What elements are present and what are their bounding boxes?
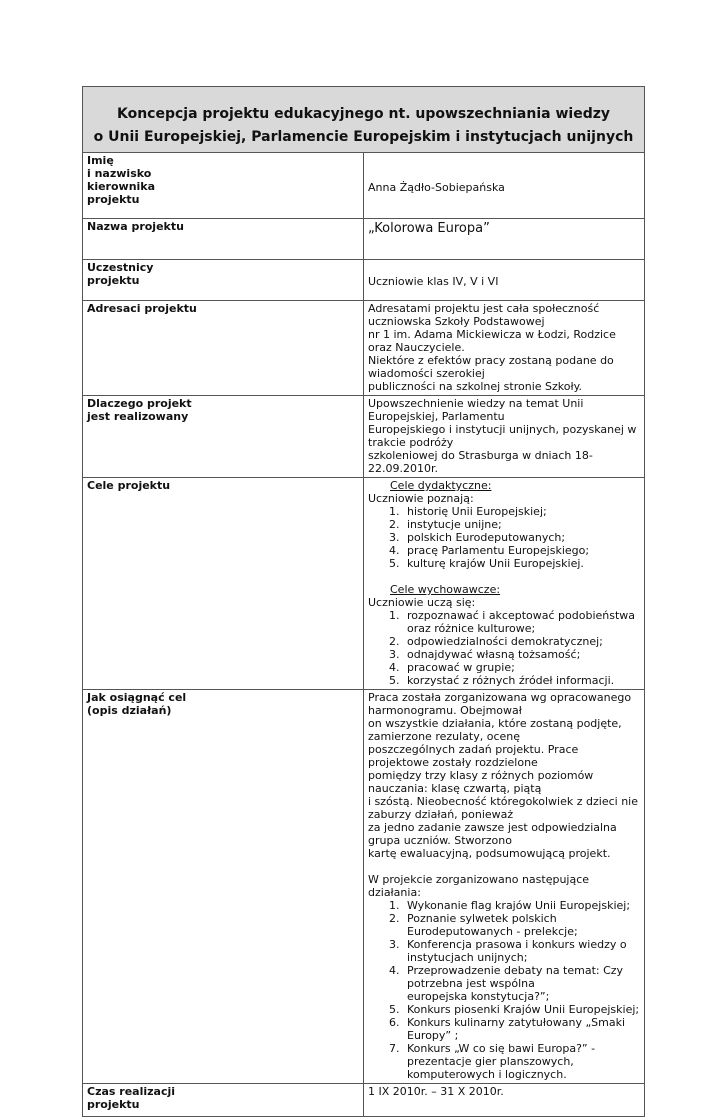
list-item: 5. Konkurs piosenki Krajów Unii Europejskiej; xyxy=(403,1003,640,1016)
list-item: 1. historię Unii Europejskiej; xyxy=(403,505,640,518)
value-jak xyxy=(364,690,645,1084)
row-jak xyxy=(83,690,645,1084)
project-table xyxy=(82,86,645,1117)
value-nazwa: „Kolorowa Europa” xyxy=(364,219,645,260)
value-czas: 1 IX 2010r. – 31 X 2010r. xyxy=(364,1084,645,1117)
list-item: 3. polskich Eurodeputowanych; xyxy=(403,531,640,544)
list-item: 1. rozpoznawać i akceptować podobieństwa oraz różnice kulturowe; xyxy=(403,609,640,635)
label-adresaci: Adresaci projektu xyxy=(83,301,364,396)
jak-list xyxy=(368,899,640,1081)
label-cele: Cele projektu xyxy=(83,478,364,690)
row-nazwa xyxy=(83,219,645,260)
cele-dydaktyczne-list xyxy=(368,505,640,570)
row-uczestnicy xyxy=(83,260,645,301)
list-item: 4. pracę Parlamentu Europejskiego; xyxy=(403,544,640,557)
cele-wychowawcze-list xyxy=(368,609,640,687)
cele-wychowawcze-heading: Cele wychowawcze: xyxy=(390,583,501,596)
list-item: 4. Przeprowadzenie debaty na temat: Czy potrzebna jest wspólna europejska konstytucja?”; xyxy=(403,964,640,1003)
row-dlaczego xyxy=(83,396,645,478)
title-line-1: Koncepcja projektu edukacyjnego nt. upowszechniania wiedzy xyxy=(116,106,610,122)
cele-dydaktyczne-intro: Uczniowie poznają: xyxy=(368,492,474,505)
row-adresaci xyxy=(83,301,645,396)
label-uczestnicy: Uczestnicy projektu xyxy=(83,260,364,301)
label-jak: Jak osiągnąć cel (opis działań) xyxy=(83,690,364,1084)
list-item: 3. odnajdywać własną tożsamość; xyxy=(403,648,640,661)
row-cele xyxy=(83,478,645,690)
jak-intro: W projekcie zorganizowano następujące działania: xyxy=(368,873,590,899)
title-row xyxy=(83,87,645,153)
list-item: 6. Konkurs kulinarny zatytułowany „Smaki Europy” ; xyxy=(403,1016,640,1042)
list-item: 2. instytucje unijne; xyxy=(403,518,640,531)
label-kierownik: Imię i nazwisko kierownika projektu xyxy=(83,153,364,219)
list-item: 2. odpowiedzialności demokratycznej; xyxy=(403,635,640,648)
label-czas: Czas realizacji projektu xyxy=(83,1084,364,1117)
label-dlaczego: Dlaczego projekt jest realizowany xyxy=(83,396,364,478)
document-title xyxy=(83,87,645,153)
list-item: 1. Wykonanie flag krajów Unii Europejskiej; xyxy=(403,899,640,912)
value-cele xyxy=(364,478,645,690)
list-item: 3. Konferencja prasowa i konkurs wiedzy o instytucjach unijnych; xyxy=(403,938,640,964)
cele-wychowawcze-intro: Uczniowie uczą się: xyxy=(368,596,476,609)
list-item: 5. korzystać z różnych źródeł informacji. xyxy=(403,674,640,687)
value-dlaczego: Upowszechnienie wiedzy na temat Unii Europejskiej, Parlamentu Europejskiego i instytucji unijnych, pozyskanej w trakcie podróży szkoleniowej do Strasburga w dniach 18-22.09.2010r. xyxy=(364,396,645,478)
title-line-2: o Unii Europejskiej, Parlamencie Europejskim i instytucjach unijnych xyxy=(93,129,634,145)
value-kierownik: Anna Żądło-Sobiepańska xyxy=(364,153,645,219)
label-nazwa: Nazwa projektu xyxy=(83,219,364,260)
jak-paragraph: Praca została zorganizowana wg opracowanego harmonogramu. Obejmował on wszystkie działania, które zostaną podjęte, zamierzone rezulaty, ocenę poszczególnych zadań projektu. Prace projektowe zostały rozdzielone pomiędzy trzy klasy z różnych poziomów nauczania: klasę czwartą, piątą i szóstą. Nieobecność któregokolwiek z dzieci nie zaburzy działań, ponieważ za jedno zadanie zawsze jest odpowiedzialna grupa uczniów. Stworzono kartę ewaluacyjną, podsumowującą projekt. xyxy=(368,691,638,860)
value-adresaci: Adresatami projektu jest cała społeczność uczniowska Szkoły Podstawowej nr 1 im. Adama Mickiewicza w Łodzi, Rodzice oraz Nauczyciele. Niektóre z efektów pracy zostaną podane do wiadomości szerokiej publiczności na szkolnej stronie Szkoły. xyxy=(364,301,645,396)
list-item: 7. Konkurs „W co się bawi Europa?” - prezentacje gier planszowych, komputerowych i logicznych. xyxy=(403,1042,640,1081)
list-item: 4. pracować w grupie; xyxy=(403,661,640,674)
row-kierownik xyxy=(83,153,645,219)
value-uczestnicy: Uczniowie klas IV, V i VI xyxy=(364,260,645,301)
row-czas xyxy=(83,1084,645,1117)
cele-dydaktyczne-heading: Cele dydaktyczne: xyxy=(390,479,492,492)
list-item: 2. Poznanie sylwetek polskich Eurodeputowanych - prelekcje; xyxy=(403,912,640,938)
list-item: 5. kulturę krajów Unii Europejskiej. xyxy=(403,557,640,570)
